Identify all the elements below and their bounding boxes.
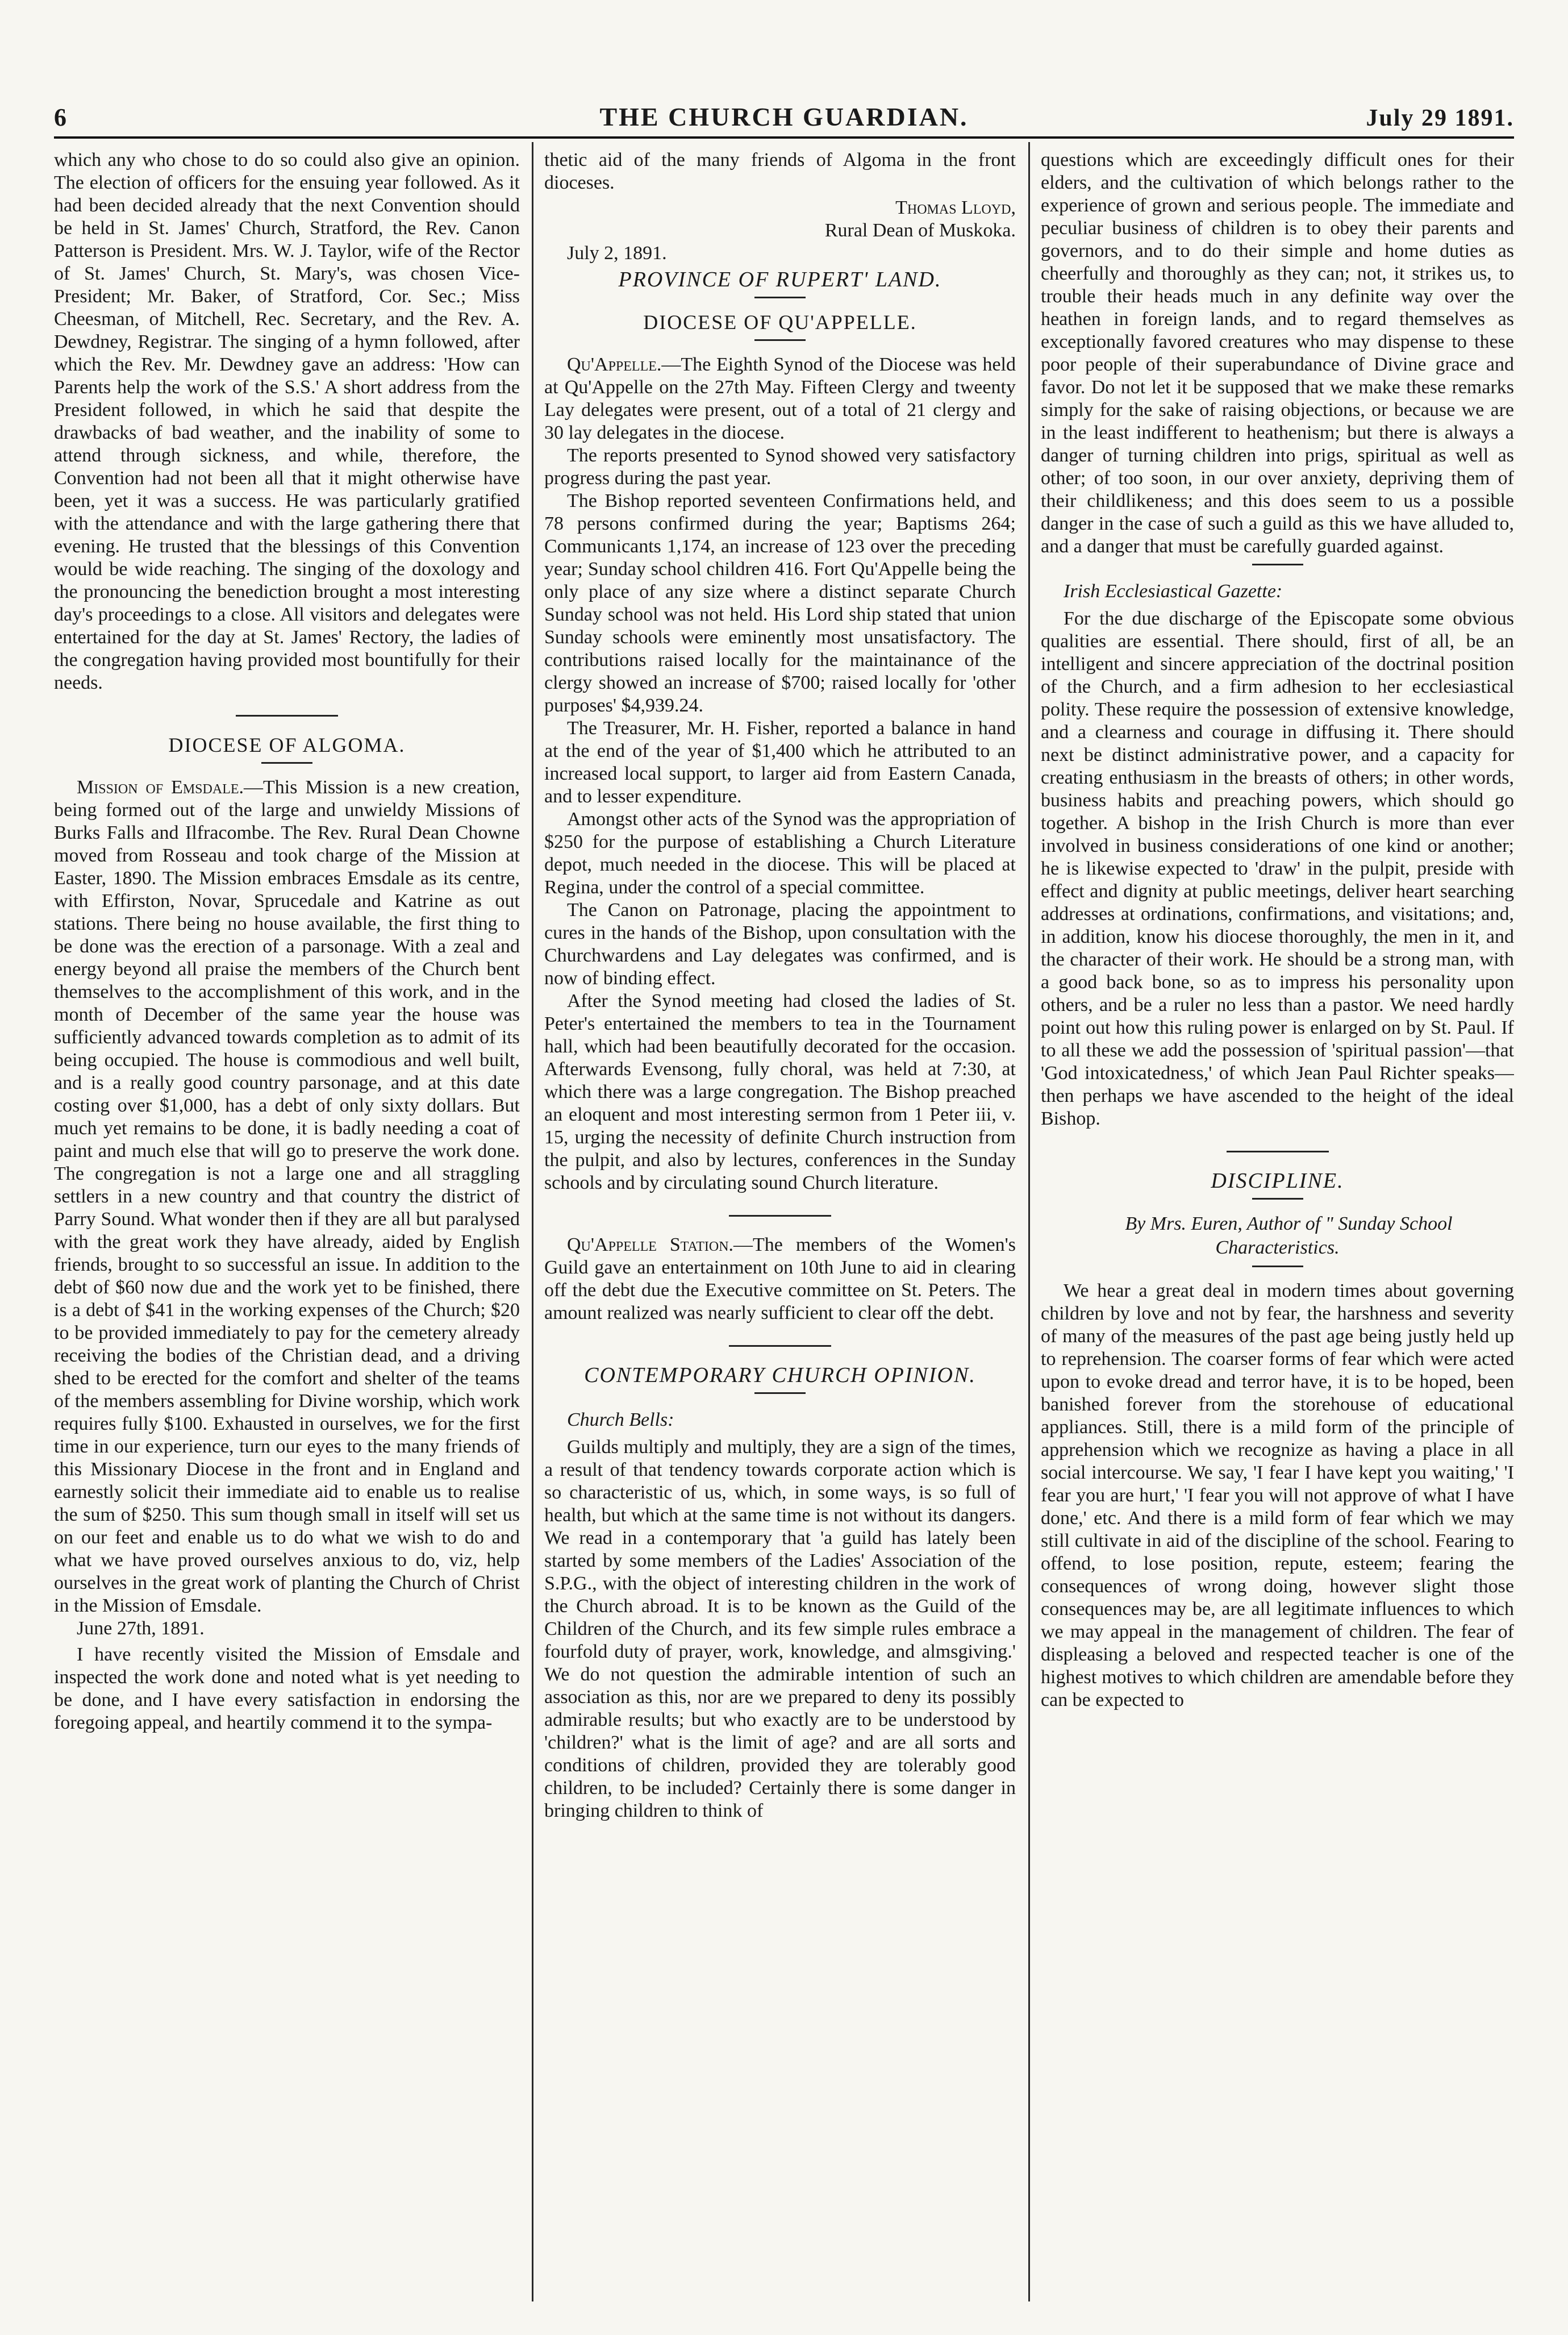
article-paragraph: We hear a great deal in modern times about governing children by love and not by fear, the harshness and severity of many of the measures of the past age being justly held up to reprehension. The coarser forms of fear which were acted upon to evoke dread and terror have, it is to be hoped, been banished forever from the storehouse of educational appliances. Still, there is a mild form of the principle of apprehension which we recognize as having a place in all social intercourse. We say, 'I fear I have kept you waiting,' 'I fear you are hurt,' 'I fear you will not approve of what I have done,' etc. And there is a mild form of fear which we may still cultivate in aid of the discipline of the school. Fearing to offend, to lose position, repute, esteem; fearing the consequences of wrong doing, however slight those consequences may be, are all legitimate influences to which we may appeal in the management of children. The fear of displeasing a beloved and respected teacher is one of the highest motives to which children are amendable before they can be expected to — [1041, 1280, 1514, 1710]
heading-underline — [1252, 1266, 1303, 1267]
heading-underline — [754, 339, 806, 341]
section-heading-rupert-land: PROVINCE OF RUPERT' LAND. — [618, 268, 942, 292]
column-rule-left — [532, 142, 533, 2301]
paragraph-lead: Mission of Emsdale. — [77, 777, 244, 798]
article-paragraph: Qu'Appelle Station.—The members of the Women's Guild gave an entertainment on 10th June to aid in clearing off the debt due the Executive committee on St. Peters. The amount realized was nearly sufficient to clear off the debt. — [544, 1234, 1016, 1323]
heading-underline — [1252, 1198, 1303, 1200]
article-paragraph: which any who chose to do so could also give an opinion. The election of officers for the ensuing year followed. As it had been decided already that the next Convention should be held in St. James' Church, Stratford, the Rev. Canon Patterson is President. Mrs. W. J. Taylor, wife of the Rector of St. James' Church, St. Mary's, was chosen Vice-President; Mr. Baker, of Stratford, Cor. Sec.; Miss Cheesman, of Mitchell, Rec. Secretary, and the Rev. A. Dewdney, Registrar. The singing of a hymn followed, after which the Rev. Mr. Dewdney gave an address: 'How can Parents help the work of the S.S.' A short address from the President followed, in which he said that despite the drawbacks of bad weather, and the inability of some to attend through sickness, and while, therefore, the Convention had not been all that it might otherwise have been, yet it was a success. He was particularly gratified with the attendance and with the large gathering there that evening. He trusted that the blessings of this Convention would be wide reaching. The singing of the doxology and the pronouncing the benediction brought a most interesting day's proceedings to a close. All visitors and delegates were entertained for the day at St. James' Rectory, the ladies of the congregation having provided most bountifully for their needs. — [54, 149, 520, 693]
paragraph-lead: Qu'Appelle Station. — [567, 1234, 734, 1255]
column-1 — [54, 149, 520, 2303]
article-paragraph: Mission of Emsdale.—This Mission is a new creation, being formed out of the large and unwieldy Missions of Burks Falls and Ilfracombe. The Rev. Rural Dean Chowne moved from Rosseau and took charge of the Mission at Easter, 1890. The Mission embraces Emsdale as its centre, with Effirston, Novar, Sprucedale and Katrine as out stations. There being no house available, the first thing to be done was the erection of a parsonage. With a zeal and energy beyond all praise the members of the Church bent themselves to the accomplishment of this work, and in the month of December of the same year the house was sufficiently advanced towards completion as to admit of its being occupied. The house is commodious and well built, and is a really good country parsonage, and at this date costing over $1,000, has a debt of only sixty dollars. But much yet remains to be done, it is badly needing a coat of paint and much else that will go to preserve the work done. The congregation is not a large one and all straggling settlers in a new country and that country the district of Parry Sound. What wonder then if they are all but paralysed with the great work they have already, aided by English friends, brought to so successful an issue. In addition to the debt of $60 now due and the work yet to be finished, there is a debt of $41 in the working expenses of the Church; $20 to be provided immediately to pay for the cemetery already receiving the bodies of the Christian dead, and a driving shed to be erected for the comfort and shelter of the teams of the members assembling for Divine worship, which work requires fully $100. Exhausted in ourselves, we for the first time in our experience, turn our eyes to the many friends of this Missionary Diocese in the front and in England and earnestly solicit their immediate aid to enable us to realise the sum of $250. This sum though small in itself will set us on our feet and enable us to do what we wish to do and what we have proved ourselves anxious to do, viz, help ourselves in the great work of planting the Church of Christ in the Mission of Emsdale. — [54, 777, 520, 1616]
paragraph-lead: Qu'Appelle. — [567, 354, 662, 375]
page-number: 6 — [54, 103, 66, 131]
issue-date: July 29 1891. — [1366, 105, 1514, 131]
article-paragraph: Amongst other acts of the Synod was the appropriation of $250 for the purpose of establishing a Church Literature depot, much needed in the diocese. This will be placed at Regina, under the control of a special committee. — [544, 809, 1016, 898]
article-paragraph: The reports presented to Synod showed very satisfactory progress during the past year. — [544, 445, 1016, 489]
heading-underline — [754, 297, 806, 298]
article-paragraph: questions which are exceedingly difficult ones for their elders, and the cultivation of which belongs rather to the experience of grown and serious people. The immediate and peculiar business of children is to obey their parents and governors, and to do their simple and home duties as cheerfully and thoroughly as they can; not, it strikes us, to trouble their heads much in any definite way over the heathen in foreign lands, and to regard themselves as exceptionally favored creatures who may dispense to these poor people of their superabundance of Divine grace and favor. Do not let it be supposed that we make these remarks simply for the sake of raising objections, or because we are in the least indifferent to heathenism; but there is always a danger of turning children into prigs, spiritual as well as other; of too soon, in our over anxiety, depriving them of their childlikeness; and this does seem to us a possible danger in the case of such a guild as this we have alluded to, and a danger that must be carefully guarded against. — [1041, 149, 1514, 557]
article-paragraph: The Canon on Patronage, placing the appointment to cures in the hands of the Bishop, upon consultation with the Churchwardens and Lay delegates was confirmed, and is now of binding effect. — [544, 900, 1016, 989]
signature-block — [544, 197, 1016, 242]
section-divider — [729, 1215, 831, 1217]
article-paragraph: The Bishop reported seventeen Confirmations held, and 78 persons confirmed during the year; Baptisms 264; Communicants 1,174, an increase of 123 over the preceding year; Sunday school children 416. Fort Qu'Appelle being the only place of any size where a distinct separate Church Sunday school was not held. His Lord ship stated that union Sunday schools were eminently most unsatisfactory. The contributions raised locally for the maintainance of the clergy showed an increase of $700; raised locally for 'other purposes' $4,939.24. — [544, 490, 1016, 716]
article-paragraph: thetic aid of the many friends of Algoma in the front dioceses. — [544, 149, 1016, 193]
article-paragraph: The Treasurer, Mr. H. Fisher, reported a balance in hand at the end of the year of $1,400 which he attributed to an increased local support, to larger aid from Eastern Canada, and to lesser expenditure. — [544, 718, 1016, 807]
section-divider — [1227, 1151, 1329, 1152]
source-label: Church Bells: — [567, 1409, 674, 1430]
article-byline: By Mrs. Euren, Author of " Sunday School Characteristics. — [1125, 1213, 1453, 1258]
source-label: Irish Ecclesiastical Gazette: — [1064, 581, 1283, 602]
signature-date: July 2, 1891. — [567, 243, 667, 264]
section-heading-algoma: DIOCESE OF ALGOMA. — [168, 734, 406, 756]
column-3 — [1041, 149, 1514, 2303]
column-rule-right — [1028, 142, 1030, 2301]
article-paragraph: For the due discharge of the Episcopate some obvious qualities are essential. There should, first of all, be an intelligent and sincere appreciation of the doctrinal position of the Church, and a firm adhesion to her ecclesiastical polity. These require the possession of extensive knowledge, and a clearness and courage in diffusing it. There should next be distinct administrative power, and a capacity for creating enthusiasm in the breasts of others; in other words, business habits and preaching powers, which should go together. A bishop in the Irish Church is more than ever involved in business considerations of one kind or another; he is likewise expected to 'draw' in the pulpit, preside with effect and dignity at public meetings, deliver heart searching addresses at ordinations, confirmations, and visitations; and, in addition, know his diocese thoroughly, the men in it, and the character of their work. He should be a strong man, with a good back bone, so as to impress his personality upon others, and be a ruler no less than a pastor. We need hardly point out how this ruling power is enlarged on by St. Paul. If to all these we add the possession of 'spiritual passion'—that 'God intoxicatedness,' of which Jean Paul Richter speaks—then perhaps we have ascended to the height of the ideal Bishop. — [1041, 608, 1514, 1129]
section-divider — [236, 715, 338, 717]
section-divider — [729, 1345, 831, 1347]
masthead-title: THE CHURCH GUARDIAN. — [599, 102, 969, 131]
article-paragraph: I have recently visited the Mission of Emsdale and inspected the work done and noted what is yet needing to be done, and I have every satisfaction in endorsing the foregoing appeal, and heartily commend it to the sympa- — [54, 1644, 520, 1733]
heading-underline — [754, 1392, 806, 1394]
article-paragraph: After the Synod meeting had closed the ladies of St. Peter's entertained the members to tea in the Tournament hall, which had been beautifully decorated for the occasion. Afterwards Evensong, fully choral, was held at 7:30, at which there was a large congregation. The Bishop preached an eloquent and most interesting sermon from 1 Peter iii, v. 15, urging the necessity of definite Church instruction from the pulpit, and also by lectures, conferences in the Sunday schools and by circulating sound Church literature. — [544, 990, 1016, 1193]
article-paragraph: Guilds multiply and multiply, they are a sign of the times, a result of that tendency towards corporate action which is so characteristic of us, which, in some ways, is so full of health, but which at the same time is not without its dangers. We read in a contemporary that 'a guild has lately been started by some members of the Ladies' Association of the S.P.G., with the object of interesting children in the work of the Church abroad. It is to be known as the Guild of the Children of the Church, and its few simple rules embrace a fourfold duty of prayer, work, knowledge, and almsgiving.' We do not question the admirable intention of such an association as this, nor are we prepared to deny its possibly admirable results; but who exactly are to be understood by 'children?' what is the limit of age? and are all sorts and conditions of children, provided they are tolerably good children, to be included? Certainly there is some danger in bringing children to think of — [544, 1437, 1016, 1821]
article-date: June 27th, 1891. — [77, 1618, 205, 1639]
page-header — [54, 97, 1514, 139]
section-heading-quappelle: DIOCESE OF QU'APPELLE. — [643, 311, 917, 334]
signature-name: Thomas Lloyd, — [895, 197, 1016, 218]
article-paragraph: Qu'Appelle.—The Eighth Synod of the Diocese was held at Qu'Appelle on the 27th May. Fifteen Clergy and tweenty Lay delegates were present, out of a total of 21 clergy and 30 lay delegates in the diocese. — [544, 354, 1016, 443]
signature-title: Rural Dean of Muskoka. — [824, 220, 1016, 241]
section-heading-discipline: DISCIPLINE. — [1211, 1169, 1344, 1193]
column-2 — [544, 149, 1016, 2303]
section-divider — [1252, 564, 1303, 565]
heading-underline — [261, 762, 312, 764]
section-heading-contemporary-opinion: CONTEMPORARY CHURCH OPINION. — [584, 1363, 976, 1387]
